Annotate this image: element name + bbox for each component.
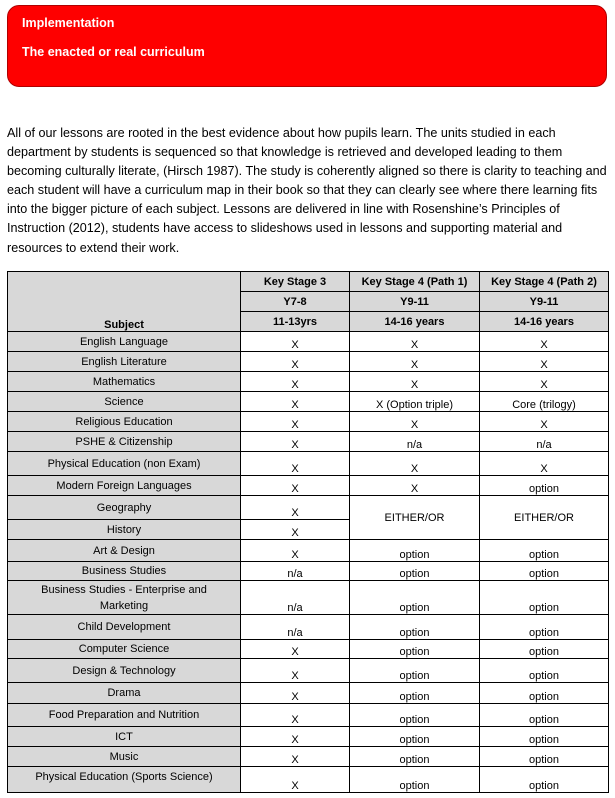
ks3-cell: X [241, 540, 350, 562]
path2-cell: EITHER/OR [480, 496, 609, 540]
table-row [8, 615, 609, 640]
ks3-cell: n/a [241, 581, 350, 615]
table-row [8, 727, 609, 747]
ks3-cell: n/a [241, 562, 350, 581]
path2-cell: Core (trilogy) [480, 392, 609, 412]
path2-cell: option [480, 640, 609, 659]
table-row [8, 747, 609, 767]
subject-cell: Science [8, 392, 241, 412]
table-row [8, 476, 609, 496]
banner-title: Implementation [22, 16, 115, 30]
path1-cell: option [350, 767, 480, 793]
header-ks3-stage: Key Stage 3 [241, 272, 350, 292]
path2-cell: X [480, 352, 609, 372]
path2-cell: X [480, 452, 609, 476]
path1-cell: option [350, 615, 480, 640]
ks3-cell: X [241, 747, 350, 767]
path2-cell: option [480, 476, 609, 496]
path2-cell: X [480, 372, 609, 392]
path2-cell: n/a [480, 432, 609, 452]
path1-cell: X [350, 476, 480, 496]
subject-cell: Religious Education [8, 412, 241, 432]
subject-header: Subject [8, 272, 241, 332]
path1-cell: option [350, 704, 480, 727]
table-row [8, 581, 609, 615]
header-ks3-years: Y7-8 [241, 292, 350, 312]
ks3-cell: n/a [241, 615, 350, 640]
header-path1-years: Y9-11 [350, 292, 480, 312]
subject-cell: Design & Technology [8, 659, 241, 683]
table-row [8, 640, 609, 659]
path1-cell: X [350, 352, 480, 372]
path2-cell: X [480, 412, 609, 432]
path1-cell: n/a [350, 432, 480, 452]
ks3-cell: X [241, 352, 350, 372]
path2-cell: option [480, 683, 609, 704]
subject-cell: Business Studies - Enterprise and Marketing [8, 581, 241, 615]
path1-cell: option [350, 581, 480, 615]
path1-cell: X [350, 372, 480, 392]
table-row [8, 767, 609, 793]
header-path2-years: Y9-11 [480, 292, 609, 312]
path1-cell: X [350, 452, 480, 476]
path1-cell: EITHER/OR [350, 496, 480, 540]
subject-cell: Modern Foreign Languages [8, 476, 241, 496]
path2-cell: option [480, 659, 609, 683]
ks3-cell: X [241, 767, 350, 793]
subject-cell: ICT [8, 727, 241, 747]
header-path2-stage: Key Stage 4 (Path 2) [480, 272, 609, 292]
table-row [8, 659, 609, 683]
subject-cell: Computer Science [8, 640, 241, 659]
ks3-cell: X [241, 392, 350, 412]
implementation-banner [7, 5, 607, 87]
path2-cell: option [480, 747, 609, 767]
table-row [8, 352, 609, 372]
subject-cell: Drama [8, 683, 241, 704]
ks3-cell: X [241, 412, 350, 432]
subject-cell: English Literature [8, 352, 241, 372]
table-row [8, 452, 609, 476]
table-row [8, 496, 609, 520]
ks3-cell: X [241, 683, 350, 704]
subject-cell: Physical Education (Sports Science) [8, 767, 241, 793]
path1-cell: option [350, 683, 480, 704]
subject-cell: Business Studies [8, 562, 241, 581]
path2-cell: X [480, 332, 609, 352]
path1-cell: option [350, 640, 480, 659]
path1-cell: X [350, 332, 480, 352]
ks3-cell: X [241, 727, 350, 747]
table-row [8, 683, 609, 704]
header-row-stage [8, 272, 609, 292]
subject-cell: Child Development [8, 615, 241, 640]
ks3-cell: X [241, 496, 350, 520]
ks3-cell: X [241, 432, 350, 452]
path1-cell: option [350, 727, 480, 747]
ks3-cell: X [241, 476, 350, 496]
path2-cell: option [480, 581, 609, 615]
path1-cell: X (Option triple) [350, 392, 480, 412]
table-row [8, 540, 609, 562]
path1-cell: X [350, 412, 480, 432]
table-row [8, 392, 609, 412]
ks3-cell: X [241, 452, 350, 476]
path2-cell: option [480, 727, 609, 747]
header-path2-ages: 14-16 years [480, 312, 609, 332]
subject-cell: Art & Design [8, 540, 241, 562]
ks3-cell: X [241, 332, 350, 352]
subject-cell: PSHE & Citizenship [8, 432, 241, 452]
path2-cell: option [480, 615, 609, 640]
subject-cell: Food Preparation and Nutrition [8, 704, 241, 727]
table-row [8, 432, 609, 452]
path2-cell: option [480, 540, 609, 562]
banner-subtitle: The enacted or real curriculum [22, 45, 205, 59]
table-row [8, 562, 609, 581]
subject-cell: Geography [8, 496, 241, 520]
table-row [8, 372, 609, 392]
path1-cell: option [350, 562, 480, 581]
ks3-cell: X [241, 704, 350, 727]
header-ks3-ages: 11-13yrs [241, 312, 350, 332]
header-path1-stage: Key Stage 4 (Path 1) [350, 272, 480, 292]
ks3-cell: X [241, 520, 350, 540]
path2-cell: option [480, 767, 609, 793]
intro-paragraph: All of our lessons are rooted in the best evidence about how pupils learn. The units studied in each department by students is sequenced so that knowledge is retrieved and developed leading to them becoming culturally literate, (Hirsch 1987). The study is coherently aligned so there is clarity to teaching and each student will have a curriculum map in their book so that they can clearly see where there learning fits into the bigger picture of each subject. Lessons are delivered in line with Rosenshine’s Principles of Instruction (2012), students have access to slideshows used in lessons and supporting material and resources to extend their work. [7, 126, 607, 255]
subject-cell: English Language [8, 332, 241, 352]
path1-cell: option [350, 747, 480, 767]
table-row [8, 412, 609, 432]
subject-cell: History [8, 520, 241, 540]
subject-cell: Mathematics [8, 372, 241, 392]
ks3-cell: X [241, 640, 350, 659]
path2-cell: option [480, 704, 609, 727]
table-row [8, 332, 609, 352]
path2-cell: option [480, 562, 609, 581]
path1-cell: option [350, 659, 480, 683]
subject-cell: Music [8, 747, 241, 767]
ks3-cell: X [241, 372, 350, 392]
table-row [8, 704, 609, 727]
ks3-cell: X [241, 659, 350, 683]
curriculum-table [7, 271, 609, 793]
header-path1-ages: 14-16 years [350, 312, 480, 332]
subject-cell: Physical Education (non Exam) [8, 452, 241, 476]
path1-cell: option [350, 540, 480, 562]
